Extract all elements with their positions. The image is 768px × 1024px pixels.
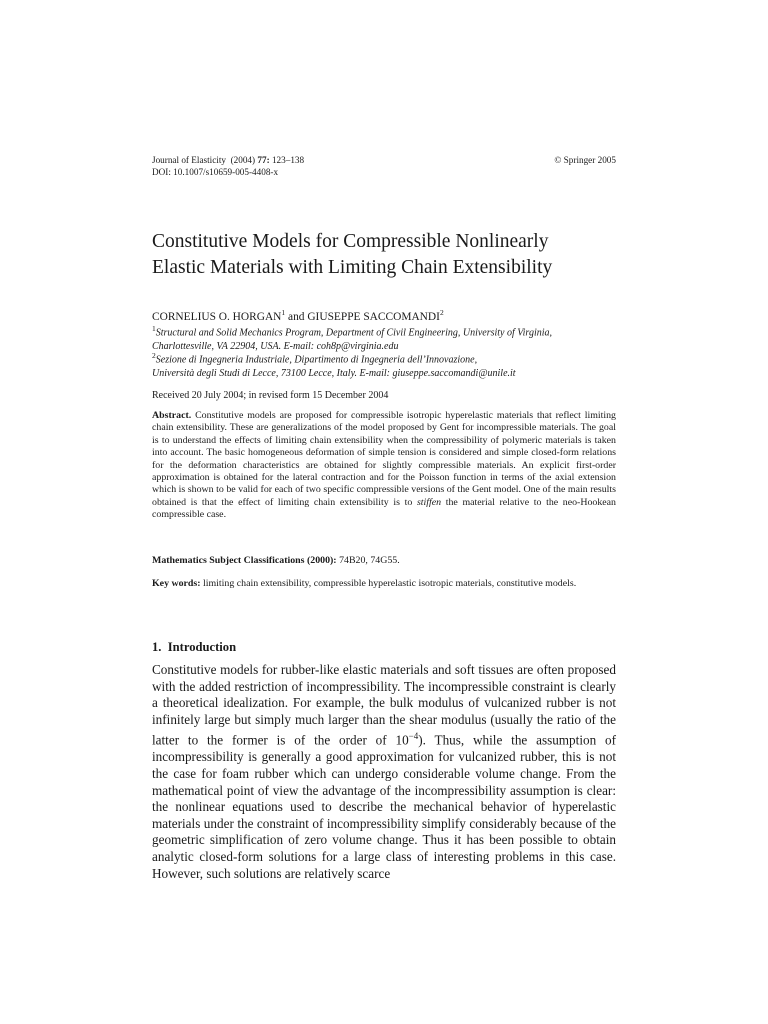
keywords [152, 578, 616, 590]
author-1-sup: 1 [281, 308, 286, 317]
affiliation-2-sup: 2 [152, 351, 156, 360]
journal-year: (2004) [230, 155, 256, 165]
affiliation-1-line-1: Structural and Solid Mechanics Program, Department of Civil Engineering, University of Virginia, [155, 327, 552, 339]
msc-value: 74B20, 74G55. [336, 555, 400, 566]
received-dates: Received 20 July 2004; in revised form 15 December 2004 [152, 390, 389, 401]
abstract-text-2: the material relative to the neo-Hookean compressible case. [152, 496, 616, 521]
paper-title [152, 229, 622, 281]
title-line-1: Constitutive Models for Compressible Nonlinearly [152, 231, 549, 252]
intro-text-1: Constitutive models for rubber-like elastic materials and soft tissues are often proposed with the added restriction of incompressibility. The incompressible constraint is clearly a theoretical idealization. For example, the bulk modulus of vulcanized rubber is not infinitely large but simply much larger than the shear modulus (usually the ratio of the latter to the former is of the order of 10 [152, 662, 616, 748]
abstract [152, 410, 616, 522]
affiliation-2-line-1: Sezione di Ingegneria Industriale, Dipartimento di Ingegneria dell’Innovazione, [155, 354, 478, 366]
intro-exponent: −4 [408, 731, 419, 742]
affiliation-1-sup: 1 [152, 324, 156, 333]
abstract-text-1: Constitutive models are proposed for compressible isotropic hyperelastic materials that reflect limiting chain extensibility. These are generalizations of the model proposed by Gent for incompressible materials. The goal is to understand the effects of limiting chain extensibility when the compressibility of polymeric materials is taken into account. The basic homogeneous deformation of simple tension is considered and simple closed-form relations for the deformation characteristics are obtained for slightly compressible materials. An explicit first-order approximation is obtained for the lateral contraction and for the Poisson function in terms of the axial extension which is shown to be valid for each of two specific compressible versions of the Gent model. One of the main results obtained is that the effect of limiting chain extensibility is to [152, 410, 616, 508]
author-2: GIUSEPPE SACCOMANDI [307, 310, 440, 323]
section-heading [152, 640, 236, 655]
affiliation-1-line-2: Charlottesville, VA 22904, USA. E-mail: coh8p@virginia.edu [152, 340, 399, 352]
title-line-2: Elastic Materials with Limiting Chain Extensibility [152, 257, 553, 278]
section-title: Introduction [167, 640, 237, 654]
subject-classifications [152, 555, 616, 567]
section-number: 1. [152, 640, 162, 654]
journal-name: Journal of Elasticity [152, 155, 226, 165]
intro-text-2: ). Thus, while the assumption of incompressibility is generally a good approximation for vulcanized rubber, this is not the case for foam rubber which can undergo considerable volume change. From the mathematical point of view the advantage of the incompressibility assumption is clear: the nonlinear equations used to describe the mechanical behavior of hyperelastic materials under the constraint of incompressibility simplify considerably because of the geometric simplification of zero volume change. Thus it has been possible to obtain analytic closed-form solutions for a large class of interesting problems in this case. However, such solutions are relatively scarce [152, 732, 616, 881]
copyright: © Springer 2005 [554, 155, 616, 165]
keywords-label: Key words: [152, 578, 201, 589]
msc-label: Mathematics Subject Classifications (2000): [152, 555, 337, 566]
journal-pages: 123–138 [271, 155, 305, 165]
keywords-value: limiting chain extensibility, compressible hyperelastic isotropic materials, constitutive models. [200, 578, 577, 589]
author-1: CORNELIUS O. HORGAN [152, 310, 282, 323]
doi: DOI: 10.1007/s10659-005-4408-x [152, 166, 279, 177]
intro-paragraph [152, 662, 616, 882]
running-header [152, 155, 616, 178]
citation-line [152, 155, 616, 167]
author-2-sup: 2 [439, 308, 444, 317]
affiliation-2 [152, 349, 622, 380]
journal-volume: 77: [257, 155, 270, 165]
author-conjunction: and [285, 310, 308, 323]
abstract-emphasis: stiffen [416, 496, 442, 508]
affiliation-2-line-2: Università degli Studi di Lecce, 73100 Lecce, Italy. E-mail: giuseppe.saccomandi@unile.it [152, 367, 516, 379]
abstract-label: Abstract. [152, 410, 192, 421]
